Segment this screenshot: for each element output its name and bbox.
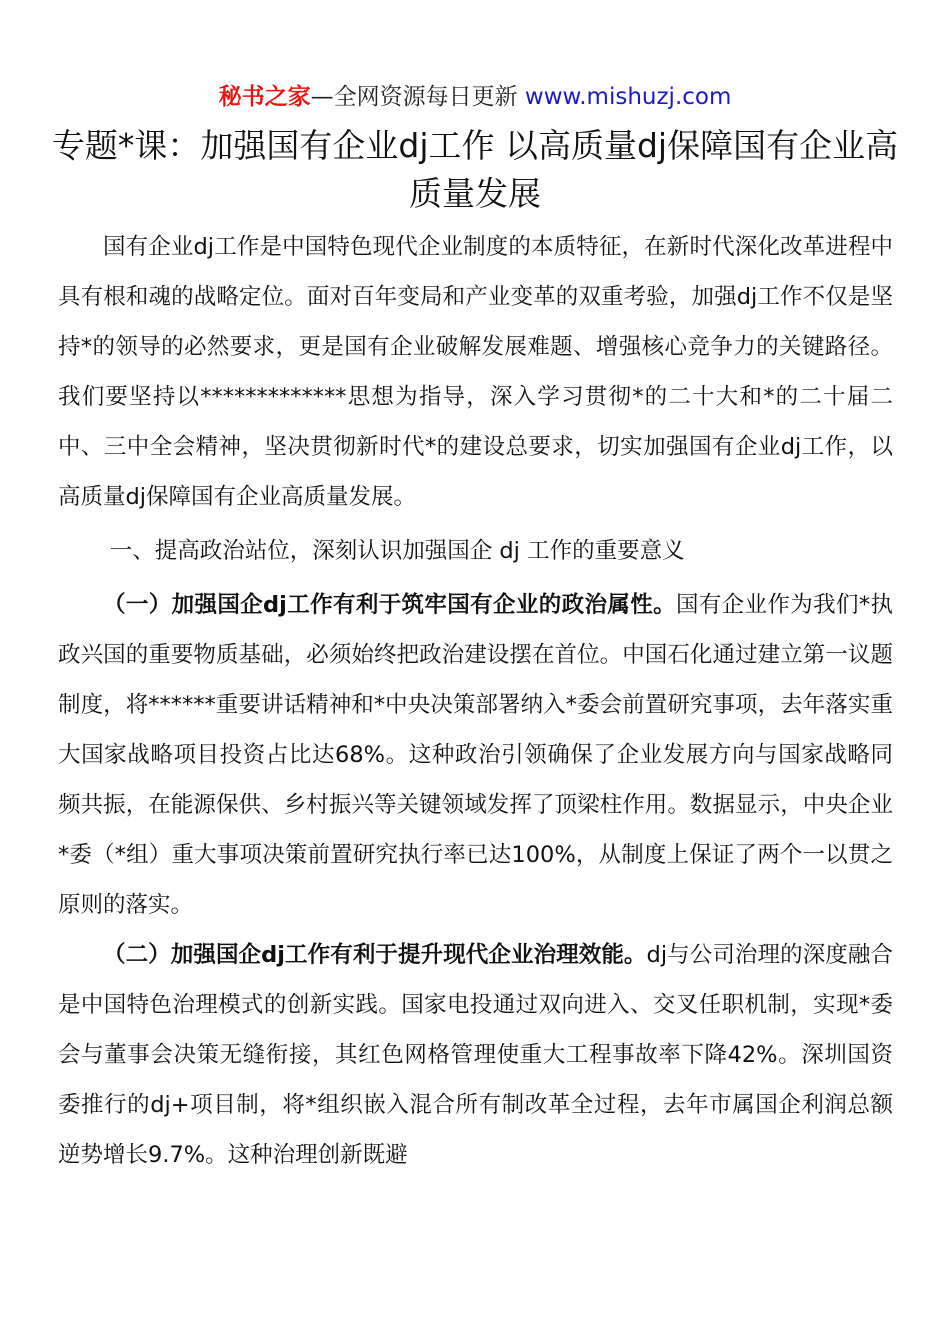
subsection-body-1: 国有企业作为我们*执政兴国的重要物质基础，必须始终把政治建设摆在首位。中国石化通过建立第一议题制度，将******重要讲话精神和*中央决策部署纳入*委会前置研究事项，去年落实重大国家战略项目投资占比达68%。这种政治引领确保了企业发展方向与国家战略同频共振，在能源保供、乡村振兴等关键领域发挥了顶梁柱作用。数据显示，中央企业*委（*组）重大事项决策前置研究执行率已达100%，从制度上保证了两个一以贯之原则的落实。 — [58, 592, 893, 918]
subsection-lead-1: （一）加强国企dj工作有利于筑牢国有企业的政治属性。 — [103, 592, 676, 618]
subsection-lead-2: （二）加强国企dj工作有利于提升现代企业治理效能。 — [103, 942, 647, 968]
section-heading: 一、提高政治站位，深刻认识加强国企 dj 工作的重要意义 — [109, 538, 685, 564]
intro-paragraph: 国有企业dj工作是中国特色现代企业制度的本质特征，在新时代深化改革进程中具有根和魂的战略定位。面对百年变局和产业变革的双重考验，加强dj工作不仅是坚持*的领导的必然要求，更是国有企业破解发展难题、增强核心竞争力的关键路径。我们要坚持以*************思想为指导，深入学习贯彻*的二十大和*的二十届二中、三中全会精神，坚决贯彻新时代*的建设总要求，切实加强国有企业dj工作，以高质量dj保障国有企业高质量发展。 — [58, 234, 893, 510]
subsection-paragraph-1 — [58, 580, 893, 930]
banner-url-link[interactable]: www.mishuzj.com — [524, 84, 732, 110]
banner-tagline: —全网资源每日更新 — [310, 84, 518, 110]
subsection-paragraph-2 — [58, 930, 893, 1180]
banner-brand: 秘书之家 — [218, 84, 311, 110]
document-body — [58, 222, 893, 1180]
document-title: 专题*课：加强国有企业dj工作 以高质量dj保障国有企业高质量发展 — [51, 126, 899, 213]
subsection-body-2: dj与公司治理的深度融合是中国特色治理模式的创新实践。国家电投通过双向进入、交叉任职机制，实现*委会与董事会决策无缝衔接，其红色网格管理使重大工程事故率下降42%。深圳国资委推行的dj+项目制，将*组织嵌入混合所有制改革全过程，去年市属国企利润总额逆势增长9.7%。这种治理创新既避 — [58, 942, 893, 1168]
site-banner — [0, 80, 950, 114]
